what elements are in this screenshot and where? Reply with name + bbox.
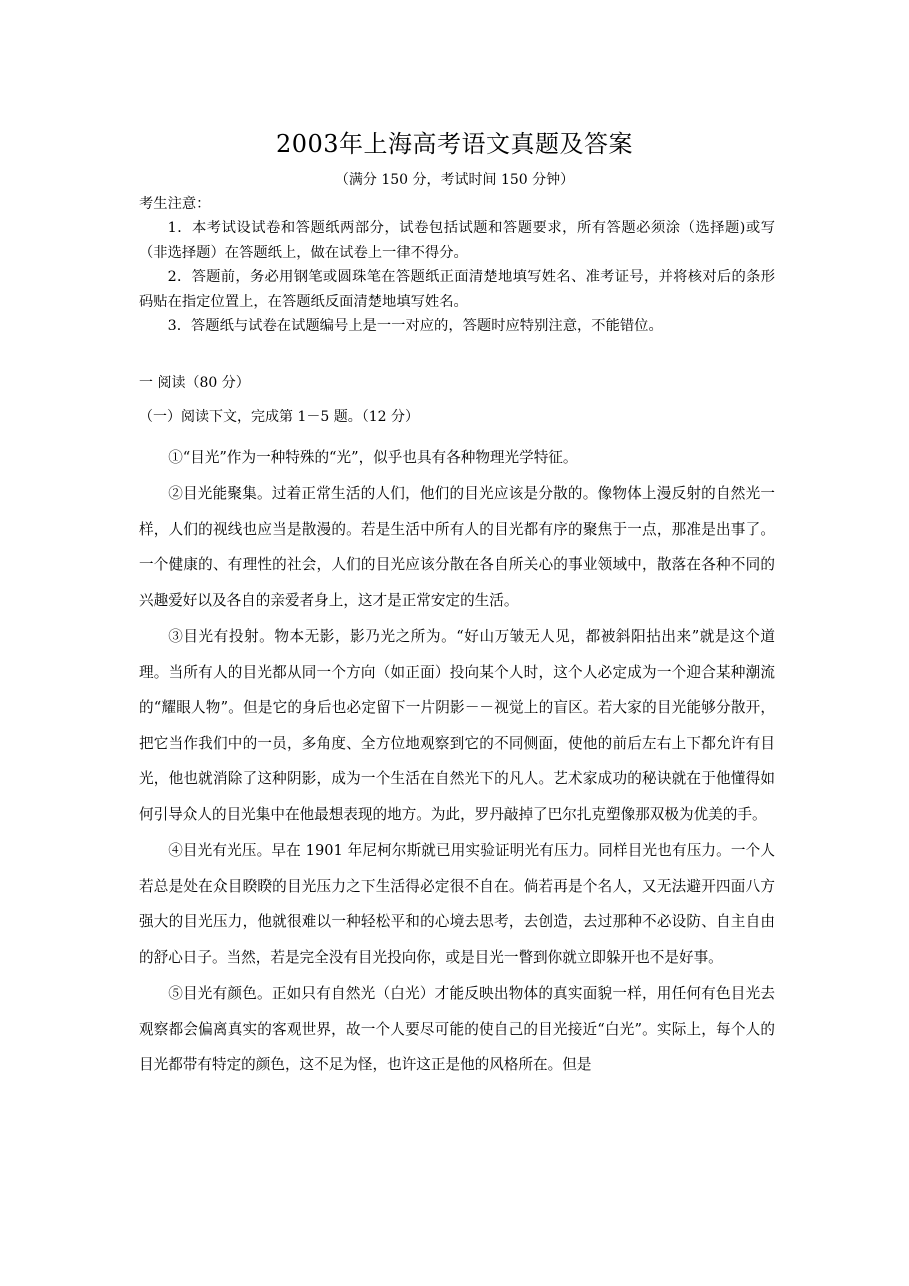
note-item: 2．答题前，务必用钢笔或圆珠笔在答题纸正面清楚地填写姓名、准考证号，并将核对后的条形码贴在指定位置上，在答题纸反面清楚地填写姓名。 [139, 269, 775, 310]
exam-info-subtitle: （满分 150 分，考试时间 150 分钟） [334, 172, 575, 188]
notes-heading: 考生注意： [139, 196, 211, 212]
note-item: 1．本考试设试卷和答题纸两部分，试卷包括试题和答题要求，所有答题必须涂（选择题)或写（非选择题）在答题纸上，做在试卷上一律不得分。 [139, 220, 775, 261]
subsection-heading: （一）阅读下文，完成第 1－5 题。（12 分） [139, 409, 419, 425]
passage-paragraph: ④目光有光压。早在 1901 年尼柯尔斯就已用实验证明光有压力。同样目光也有压力。一个人若总是处在众目睽睽的目光压力之下生活得必定很不自在。倘若再是个名人，又无法避开四面八方强大的目光压力，他就很难以一种轻松平和的心境去思考，去创造，去过那种不必设防、自主自由的舒心日子。当然，若是完全没有目光投向你，或是目光一瞥到你就立即躲开也不是好事。 [139, 842, 775, 966]
page-title: 2003年上海高考语文真题及答案 [275, 130, 634, 158]
candidate-notes [139, 192, 775, 338]
reading-passage [139, 440, 775, 1083]
section-heading: 一 阅读（80 分） [139, 375, 250, 391]
passage-paragraph: ①“目光”作为一种特殊的“光”，似乎也具有各种物理光学特征。 [168, 449, 578, 466]
passage-paragraph: ②目光能聚集。过着正常生活的人们，他们的目光应该是分散的。像物体上漫反射的自然光一样，人们的视线也应当是散漫的。若是生活中所有人的目光都有序的聚焦于一点，那准是出事了。一个健康的、有理性的社会，人们的目光应该分散在各自所关心的事业领域中，散落在各种不同的兴趣爱好以及各自的亲爱者身上，这才是正常安定的生活。 [139, 485, 775, 609]
note-item: 3．答题纸与试卷在试题编号上是一一对应的，答题时应特别注意，不能错位。 [167, 318, 663, 335]
passage-paragraph: ⑤目光有颜色。正如只有自然光（白光）才能反映出物体的真实面貌一样，用任何有色目光去观察都会偏离真实的客观世界，故一个人要尽可能的使自己的目光接近“白光”。实际上，每个人的目光都带有特定的颜色，这不足为怪，也许这正是他的风格所在。但是 [139, 984, 775, 1074]
passage-paragraph: ③目光有投射。物本无影，影乃光之所为。“好山万皱无人见，都被斜阳拈出来”就是这个道理。当所有人的目光都从同一个方向（如正面）投向某个人时，这个人必定成为一个迎合某种潮流的“耀眼人物”。但是它的身后也必定留下一片阴影－－视觉上的盲区。若大家的目光能够分散开，把它当作我们中的一员，多角度、全方位地观察到它的不同侧面，使他的前后左右上下都允许有目光，他也就消除了这种阴影，成为一个生活在自然光下的凡人。艺术家成功的秘诀就在于他懂得如何引导众人的目光集中在他最想表现的地方。为此，罗丹敲掉了巴尔扎克塑像那双极为优美的手。 [139, 627, 775, 823]
